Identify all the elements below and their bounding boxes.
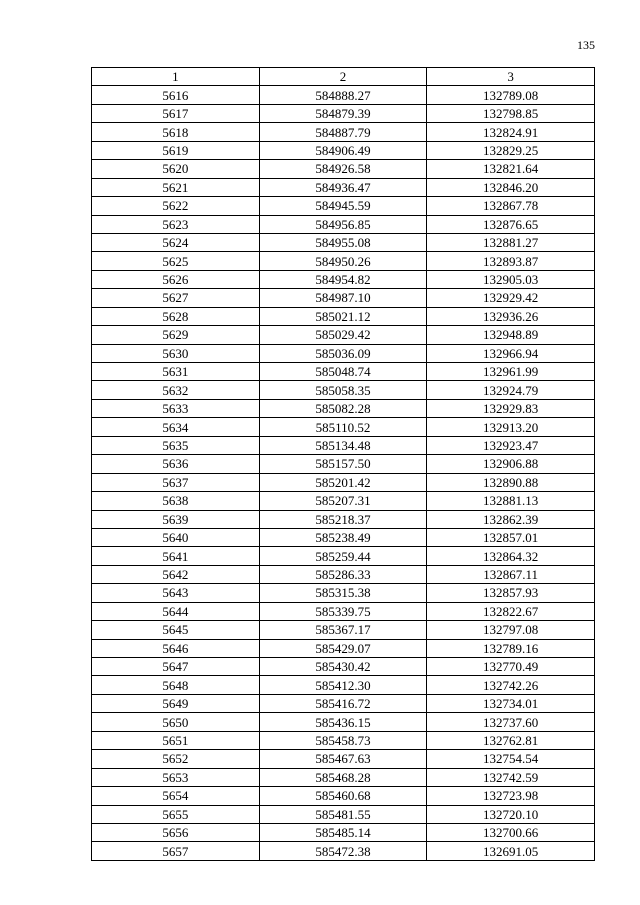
- table-row: [92, 768, 595, 786]
- table-row: [92, 418, 595, 436]
- x-coordinate-cell: 585238.49: [259, 528, 427, 546]
- y-coordinate-cell: 132864.32: [427, 547, 595, 565]
- x-coordinate-cell: 585021.12: [259, 307, 427, 325]
- point-number-cell: 5648: [92, 676, 260, 694]
- y-coordinate-cell: 132924.79: [427, 381, 595, 399]
- x-coordinate-cell: 584956.85: [259, 215, 427, 233]
- y-coordinate-cell: 132890.88: [427, 473, 595, 491]
- x-coordinate-cell: 584879.39: [259, 104, 427, 122]
- table-row: [92, 104, 595, 122]
- y-coordinate-cell: 132905.03: [427, 270, 595, 288]
- x-coordinate-cell: 585036.09: [259, 344, 427, 362]
- table-row: [92, 492, 595, 510]
- table-row: [92, 621, 595, 639]
- table-row: [92, 473, 595, 491]
- column-header-2: 2: [259, 68, 427, 86]
- point-number-cell: 5630: [92, 344, 260, 362]
- y-coordinate-cell: 132754.54: [427, 750, 595, 768]
- point-number-cell: 5656: [92, 823, 260, 841]
- y-coordinate-cell: 132734.01: [427, 694, 595, 712]
- x-coordinate-cell: 585207.31: [259, 492, 427, 510]
- point-number-cell: 5643: [92, 584, 260, 602]
- x-coordinate-cell: 584887.79: [259, 123, 427, 141]
- table-row: [92, 823, 595, 841]
- x-coordinate-cell: 585259.44: [259, 547, 427, 565]
- point-number-cell: 5626: [92, 270, 260, 288]
- y-coordinate-cell: 132906.88: [427, 455, 595, 473]
- table-row: [92, 270, 595, 288]
- point-number-cell: 5641: [92, 547, 260, 565]
- table-row: [92, 252, 595, 270]
- table-row: [92, 510, 595, 528]
- y-coordinate-cell: 132822.67: [427, 602, 595, 620]
- y-coordinate-cell: 132700.66: [427, 823, 595, 841]
- table-row: [92, 658, 595, 676]
- table-row: [92, 86, 595, 104]
- table-row: [92, 787, 595, 805]
- point-number-cell: 5655: [92, 805, 260, 823]
- table-row: [92, 639, 595, 657]
- x-coordinate-cell: 585367.17: [259, 621, 427, 639]
- x-coordinate-cell: 585339.75: [259, 602, 427, 620]
- x-coordinate-cell: 584950.26: [259, 252, 427, 270]
- y-coordinate-cell: 132867.78: [427, 197, 595, 215]
- table-row: [92, 842, 595, 860]
- table-row: [92, 694, 595, 712]
- point-number-cell: 5637: [92, 473, 260, 491]
- y-coordinate-cell: 132742.59: [427, 768, 595, 786]
- y-coordinate-cell: 132762.81: [427, 731, 595, 749]
- x-coordinate-cell: 585416.72: [259, 694, 427, 712]
- y-coordinate-cell: 132893.87: [427, 252, 595, 270]
- point-number-cell: 5616: [92, 86, 260, 104]
- x-coordinate-cell: 585110.52: [259, 418, 427, 436]
- table-row: [92, 455, 595, 473]
- point-number-cell: 5642: [92, 565, 260, 583]
- table-body: [92, 86, 595, 860]
- y-coordinate-cell: 132867.11: [427, 565, 595, 583]
- page-number: 135: [577, 38, 595, 52]
- table-row: [92, 584, 595, 602]
- point-number-cell: 5653: [92, 768, 260, 786]
- point-number-cell: 5622: [92, 197, 260, 215]
- point-number-cell: 5632: [92, 381, 260, 399]
- point-number-cell: 5652: [92, 750, 260, 768]
- y-coordinate-cell: 132913.20: [427, 418, 595, 436]
- x-coordinate-cell: 584906.49: [259, 141, 427, 159]
- x-coordinate-cell: 585467.63: [259, 750, 427, 768]
- point-number-cell: 5639: [92, 510, 260, 528]
- x-coordinate-cell: 585048.74: [259, 363, 427, 381]
- y-coordinate-cell: 132966.94: [427, 344, 595, 362]
- y-coordinate-cell: 132923.47: [427, 436, 595, 454]
- y-coordinate-cell: 132862.39: [427, 510, 595, 528]
- point-number-cell: 5617: [92, 104, 260, 122]
- x-coordinate-cell: 585082.28: [259, 399, 427, 417]
- y-coordinate-cell: 132961.99: [427, 363, 595, 381]
- point-number-cell: 5619: [92, 141, 260, 159]
- table-row: [92, 289, 595, 307]
- y-coordinate-cell: 132857.93: [427, 584, 595, 602]
- y-coordinate-cell: 132936.26: [427, 307, 595, 325]
- x-coordinate-cell: 585218.37: [259, 510, 427, 528]
- table-row: [92, 381, 595, 399]
- column-header-3: 3: [427, 68, 595, 86]
- y-coordinate-cell: 132948.89: [427, 326, 595, 344]
- table-row: [92, 123, 595, 141]
- point-number-cell: 5633: [92, 399, 260, 417]
- y-coordinate-cell: 132824.91: [427, 123, 595, 141]
- point-number-cell: 5646: [92, 639, 260, 657]
- x-coordinate-cell: 584954.82: [259, 270, 427, 288]
- point-number-cell: 5649: [92, 694, 260, 712]
- point-number-cell: 5645: [92, 621, 260, 639]
- x-coordinate-cell: 584926.58: [259, 160, 427, 178]
- y-coordinate-cell: 132723.98: [427, 787, 595, 805]
- point-number-cell: 5644: [92, 602, 260, 620]
- point-number-cell: 5647: [92, 658, 260, 676]
- point-number-cell: 5621: [92, 178, 260, 196]
- point-number-cell: 5651: [92, 731, 260, 749]
- point-number-cell: 5636: [92, 455, 260, 473]
- x-coordinate-cell: 585481.55: [259, 805, 427, 823]
- table-header-row: [92, 68, 595, 86]
- y-coordinate-cell: 132881.13: [427, 492, 595, 510]
- point-number-cell: 5654: [92, 787, 260, 805]
- y-coordinate-cell: 132797.08: [427, 621, 595, 639]
- point-number-cell: 5623: [92, 215, 260, 233]
- table-row: [92, 307, 595, 325]
- y-coordinate-cell: 132798.85: [427, 104, 595, 122]
- table-row: [92, 602, 595, 620]
- x-coordinate-cell: 585458.73: [259, 731, 427, 749]
- table-row: [92, 141, 595, 159]
- table-row: [92, 547, 595, 565]
- x-coordinate-cell: 584888.27: [259, 86, 427, 104]
- point-number-cell: 5629: [92, 326, 260, 344]
- point-number-cell: 5625: [92, 252, 260, 270]
- x-coordinate-cell: 585201.42: [259, 473, 427, 491]
- table-row: [92, 436, 595, 454]
- y-coordinate-cell: 132857.01: [427, 528, 595, 546]
- x-coordinate-cell: 585468.28: [259, 768, 427, 786]
- table-row: [92, 528, 595, 546]
- column-header-1: 1: [92, 68, 260, 86]
- y-coordinate-cell: 132881.27: [427, 233, 595, 251]
- y-coordinate-cell: 132770.49: [427, 658, 595, 676]
- table-row: [92, 676, 595, 694]
- y-coordinate-cell: 132929.83: [427, 399, 595, 417]
- table-row: [92, 215, 595, 233]
- table-row: [92, 344, 595, 362]
- x-coordinate-cell: 585429.07: [259, 639, 427, 657]
- y-coordinate-cell: 132720.10: [427, 805, 595, 823]
- table-row: [92, 160, 595, 178]
- table-row: [92, 233, 595, 251]
- x-coordinate-cell: 585460.68: [259, 787, 427, 805]
- point-number-cell: 5620: [92, 160, 260, 178]
- point-number-cell: 5650: [92, 713, 260, 731]
- x-coordinate-cell: 585058.35: [259, 381, 427, 399]
- y-coordinate-cell: 132789.16: [427, 639, 595, 657]
- point-number-cell: 5618: [92, 123, 260, 141]
- y-coordinate-cell: 132821.64: [427, 160, 595, 178]
- point-number-cell: 5635: [92, 436, 260, 454]
- x-coordinate-cell: 584987.10: [259, 289, 427, 307]
- table-row: [92, 750, 595, 768]
- x-coordinate-cell: 585286.33: [259, 565, 427, 583]
- x-coordinate-cell: 585485.14: [259, 823, 427, 841]
- x-coordinate-cell: 585412.30: [259, 676, 427, 694]
- table-row: [92, 565, 595, 583]
- y-coordinate-cell: 132846.20: [427, 178, 595, 196]
- y-coordinate-cell: 132789.08: [427, 86, 595, 104]
- table-row: [92, 805, 595, 823]
- point-number-cell: 5627: [92, 289, 260, 307]
- point-number-cell: 5638: [92, 492, 260, 510]
- y-coordinate-cell: 132929.42: [427, 289, 595, 307]
- point-number-cell: 5634: [92, 418, 260, 436]
- table-row: [92, 178, 595, 196]
- x-coordinate-cell: 585134.48: [259, 436, 427, 454]
- point-number-cell: 5628: [92, 307, 260, 325]
- x-coordinate-cell: 585472.38: [259, 842, 427, 860]
- point-number-cell: 5631: [92, 363, 260, 381]
- y-coordinate-cell: 132742.26: [427, 676, 595, 694]
- y-coordinate-cell: 132737.60: [427, 713, 595, 731]
- point-number-cell: 5624: [92, 233, 260, 251]
- table-row: [92, 197, 595, 215]
- table-row: [92, 713, 595, 731]
- x-coordinate-cell: 585029.42: [259, 326, 427, 344]
- table-row: [92, 326, 595, 344]
- point-number-cell: 5657: [92, 842, 260, 860]
- x-coordinate-cell: 585157.50: [259, 455, 427, 473]
- table-row: [92, 363, 595, 381]
- x-coordinate-cell: 585315.38: [259, 584, 427, 602]
- table-row: [92, 731, 595, 749]
- x-coordinate-cell: 584955.08: [259, 233, 427, 251]
- y-coordinate-cell: 132691.05: [427, 842, 595, 860]
- y-coordinate-cell: 132876.65: [427, 215, 595, 233]
- x-coordinate-cell: 585430.42: [259, 658, 427, 676]
- coordinates-table: [91, 67, 595, 861]
- x-coordinate-cell: 584936.47: [259, 178, 427, 196]
- x-coordinate-cell: 584945.59: [259, 197, 427, 215]
- table-row: [92, 399, 595, 417]
- y-coordinate-cell: 132829.25: [427, 141, 595, 159]
- x-coordinate-cell: 585436.15: [259, 713, 427, 731]
- point-number-cell: 5640: [92, 528, 260, 546]
